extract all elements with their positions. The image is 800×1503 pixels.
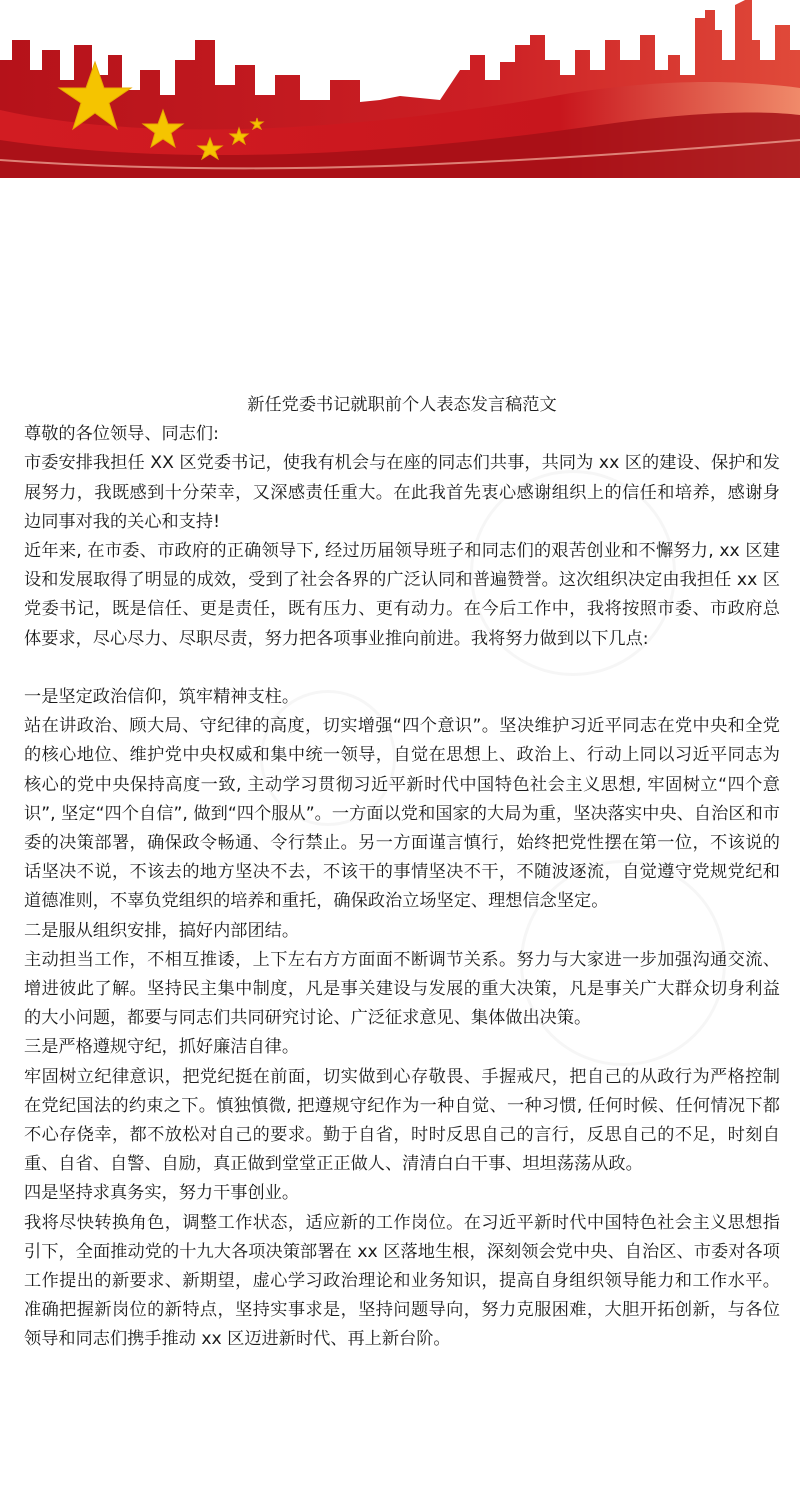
paragraph-gap bbox=[24, 654, 780, 683]
section-heading: 四是坚持求真务实，努力干事创业。 bbox=[24, 1183, 300, 1204]
salutation: 尊敬的各位领导、同志们: bbox=[24, 424, 219, 445]
document-title: 新任党委书记就职前个人表态发言稿范文 bbox=[247, 395, 557, 415]
document-body bbox=[24, 391, 780, 1355]
banner-graphic bbox=[0, 0, 800, 185]
section-body: 站在讲政治、顾大局、守纪律的高度，切实增强“四个意识”。坚决维护习近平同志在党中央和全党的核心地位、维护党中央权威和集中统一领导，自觉在思想上、政治上、行动上同以习近平同志为核心的党中央保持高度一致, 主动学习贯彻习近平新时代中国特色社会主义思想, 牢固树立“四个意识”, 坚定“四个自信”, 做到“四个服从”。一方面以党和国家的大局为重，坚决落实中央、自治区和市委的决策部署，确保政令畅通、令行禁止。另一方面谨言慎行，始终把党性摆在第一位，不该说的话坚决不说，不该去的地方坚决不去，不该干的事情坚决不干，不随波逐流，自觉遵守党规党纪和道德准则，不辜负党组织的培养和重托，确保政治立场坚定、理想信念坚定。 bbox=[24, 716, 780, 912]
section-heading: 一是坚定政治信仰，筑牢精神支柱。 bbox=[24, 687, 300, 708]
section-body: 我将尽快转换角色，调整工作状态，适应新的工作岗位。在习近平新时代中国特色社会主义思想指引下，全面推动党的十九大各项决策部署在 xx 区落地生根，深刻领会党中央、自治区、市委对各项工作提出的新要求、新期望，虚心学习政治理论和业务知识，提高自身组织领导能力和工作水平。准确把握新岗位的新特点，坚持实事求是，坚持问题导向，努力克服困难，大胆开拓创新，与各位领导和同志们携手推动 xx 区迈进新时代、再上新台阶。 bbox=[24, 1212, 780, 1350]
section-heading: 三是严格遵规守纪，抓好廉洁自律。 bbox=[24, 1037, 300, 1058]
intro-paragraph: 近年来, 在市委、市政府的正确领导下, 经过历届领导班子和同志们的艰苦创业和不懈努力, xx 区建设和发展取得了明显的成效，受到了社会各界的广泛认同和普遍赞誉。这次组织决定由我担任 xx 区党委书记，既是信任、更是责任，既有压力、更有动力。在今后工作中，我将按照市委、市政府总体要求，尽心尽力、尽职尽责，努力把各项事业推向前进。我将努力做到以下几点: bbox=[24, 541, 780, 649]
section-heading: 二是服从组织安排，搞好内部团结。 bbox=[24, 920, 300, 941]
section-body: 牢固树立纪律意识，把党纪挺在前面，切实做到心存敬畏、手握戒尺，把自己的从政行为严格控制在党纪国法的约束之下。慎独慎微, 把遵规守纪作为一种自觉、一种习惯, 任何时候、任何情况下都不心存侥幸，都不放松对自己的要求。勤于自省，时时反思自己的言行，反思自己的不足，时刻自重、自省、自警、自励，真正做到堂堂正正做人、清清白白干事、坦坦荡荡从政。 bbox=[24, 1066, 780, 1175]
section-body: 主动担当工作，不相互推诿，上下左右方方面面不断调节关系。努力与大家进一步加强沟通交流、增进彼此了解。坚持民主集中制度，凡是事关建设与发展的重大决策，凡是事关广大群众切身利益的大小问题，都要与同志们共同研究讨论、广泛征求意见、集体做出决策。 bbox=[24, 949, 780, 1029]
header-banner bbox=[0, 0, 800, 185]
intro-paragraph: 市委安排我担任 XX 区党委书记，使我有机会与在座的同志们共事，共同为 xx 区的建设、保护和发展努力，我既感到十分荣幸，又深感责任重大。在此我首先衷心感谢组织上的信任和培养，感谢身边同事对我的关心和支持! bbox=[24, 453, 780, 532]
